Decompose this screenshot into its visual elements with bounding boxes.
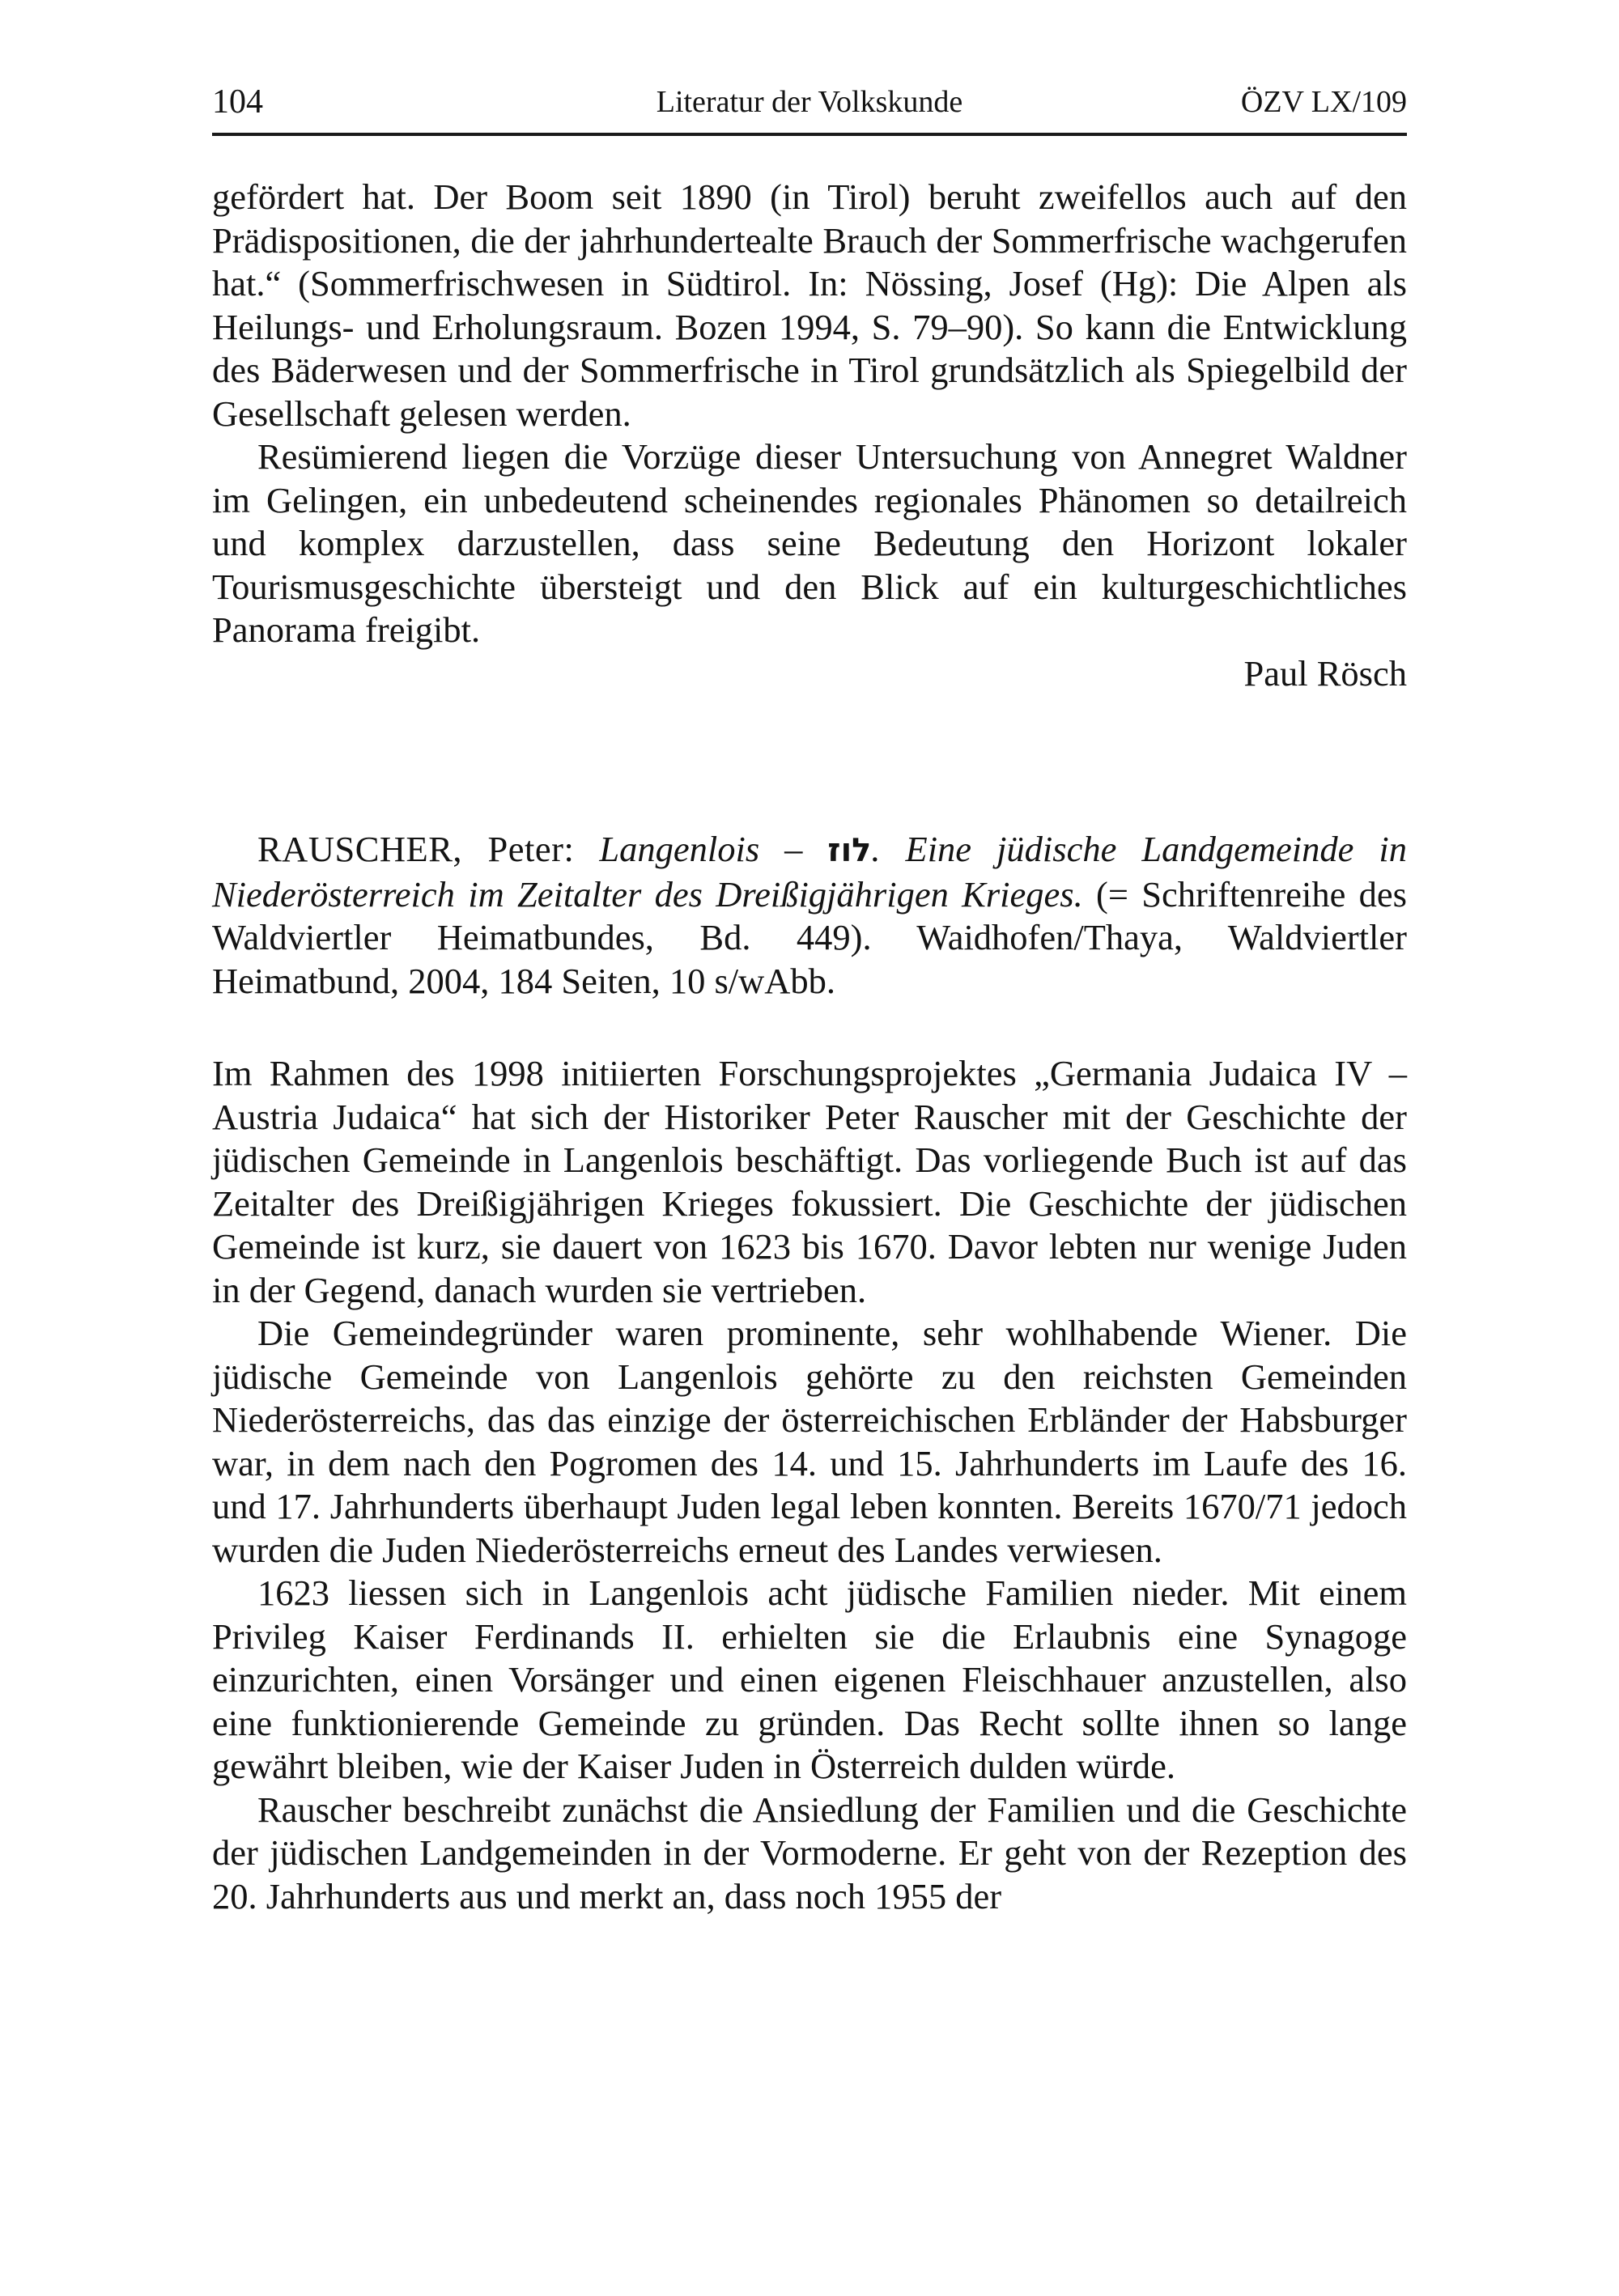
paragraph: Im Rahmen des 1998 initiierten Forschungsprojektes „Germania Judaica IV – Austria Judaica“ hat sich der Historiker Peter Rauscher mit der Geschichte der jüdischen Gemeinde in Langenlois beschäftigt. Das vorliegende Buch ist auf das Zeitalter des Dreißigjährigen Krieges fokussiert. Die Geschichte der jüdischen Gemeinde ist kurz, sie dauert von 1623 bis 1670. Davor lebten nur wenige Juden in der Gegend, danach wurden sie vertrieben. [212,1053,1407,1310]
header-rule [212,133,1407,136]
paragraph: gefördert hat. Der Boom seit 1890 (in Tirol) beruht zweifellos auch auf den Prädispositionen, die der jahrhundertealte Brauch der Sommerfrische wachgerufen hat.“ (Sommerfrischwesen in Südtirol. In: Nössing, Josef (Hg): Die Alpen als Heilungs- und Erholungsraum. Bozen 1994, S. 79–90). So kann die Entwicklung des Bäderwesen und der Sommerfrische in Tirol grundsätzlich als Spiegelbild der Gesellschaft gelesen werden. [212,176,1407,434]
book-title-part2: . Eine jüdische Landgemeinde in Niederösterreich im Zeitalter des Dreißigjährigen Krieges. [212,829,1408,915]
previous-review-ending [212,176,1407,695]
paragraph: Rauscher beschreibt zunächst die Ansiedlung der Familien und die Geschichte der jüdischen Landgemeinden in der Vormoderne. Er geht von der Rezeption des 20. Jahrhunderts aus und merkt an, dass noch 1955 der [212,1789,1407,1916]
journal-issue: ÖZV LX/109 [1240,85,1407,119]
paragraph: Die Gemeindegründer waren prominente, sehr wohlhabende Wiener. Die jüdische Gemeinde von Langenlois gehörte zu den reichsten Gemeinden Niederösterreichs, das das einzige der österreichischen Erbländer der Habsburger war, in dem nach den Pogromen des 14. und 15. Jahrhunderts im Laufe des 16. und 17. Jahrhunderts überhaupt Juden legal leben konnten. Bereits 1670/71 jedoch wurden die Juden Niederösterreichs erneut des Landes verwiesen. [212,1313,1407,1570]
bibliographic-entry [212,828,1407,1003]
paragraph: 1623 liessen sich in Langenlois acht jüdische Familien nieder. Mit einem Privileg Kaiser Ferdinands II. erhielten sie die Erlaubnis eine Synagoge einzurichten, einen Vorsänger und einen eigenen Fleischhauer anzustellen, also eine funktionierende Gemeinde zu gründen. Das Recht sollte ihnen so lange gewährt bleiben, wie der Kaiser Juden in Österreich dulden würde. [212,1572,1407,1786]
section-title: Literatur der Volkskunde [656,85,963,119]
page-number: 104 [212,83,263,121]
publication-details: (= Schriftenreihe des Waldviertler Heimatbundes, Bd. 449). Waidhofen/Thaya, Waldviertler Heimatbund, 2004, 184 Seiten, 10 s/wAbb. [212,873,1407,1001]
reviewer-signature: Paul Rösch [1243,652,1407,694]
review-body [212,1052,1407,1918]
book-title-part1: Langenlois – [599,829,803,869]
review-citation [212,828,1407,1003]
paragraph: Resümierend liegen die Vorzüge dieser Untersuchung von Annegret Waldner im Gelingen, ein unbedeutend scheinendes regionales Phänomen so detailreich und komplex darzustellen, dass seine Bedeutung den Horizont lokaler Tourismusgeschichte übersteigt und den Blick auf ein kulturgeschichtliches Panorama freigibt. [212,436,1407,650]
hebrew-title: לוז [827,832,872,869]
book-author: RAUSCHER, Peter: [257,829,575,869]
running-head [212,78,1407,126]
